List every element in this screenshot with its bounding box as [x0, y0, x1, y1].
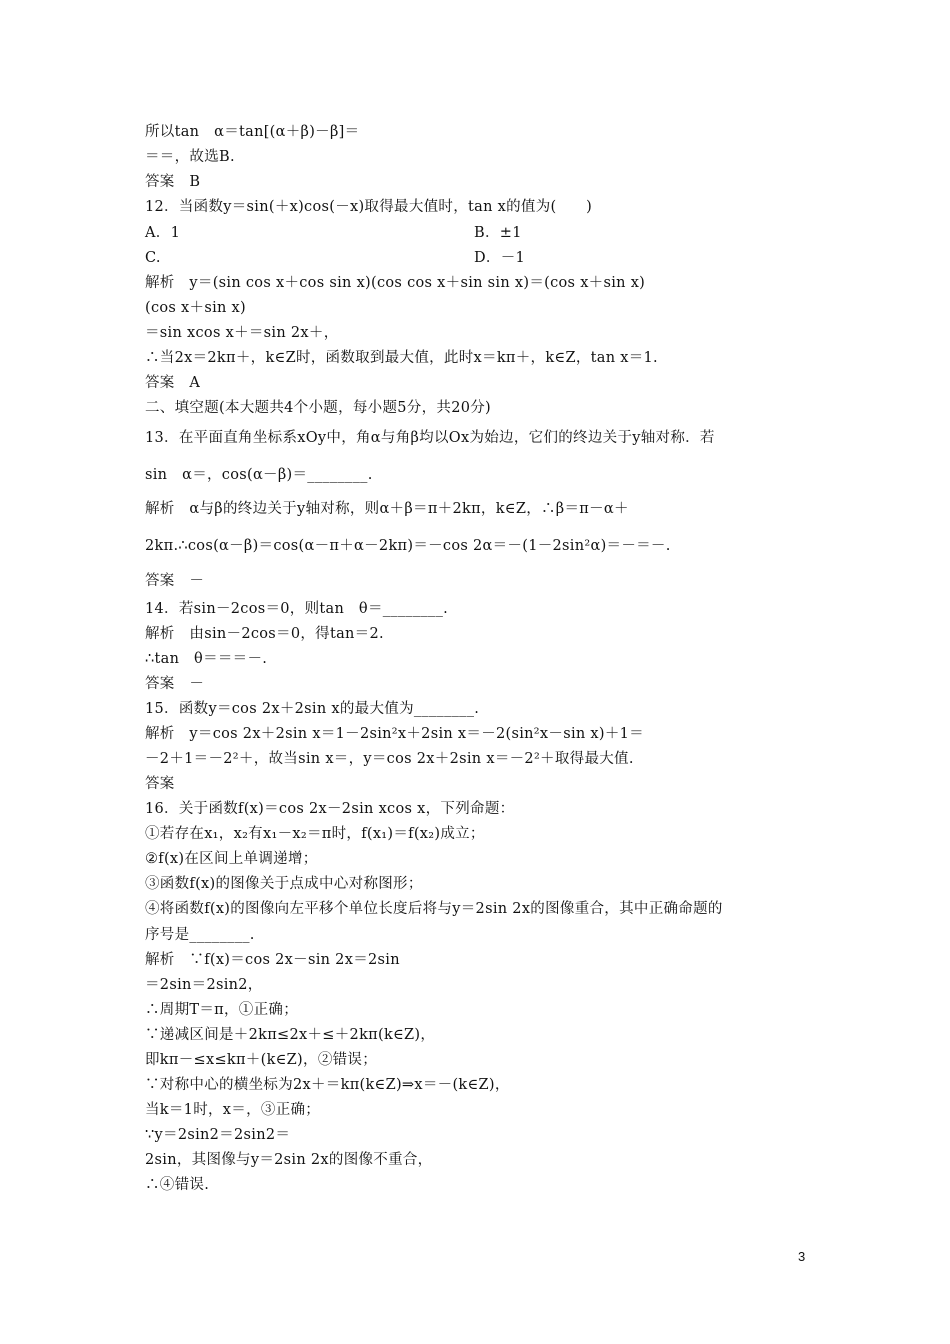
- section-heading: 二、填空题(本大题共4个小题，每小题5分，共20分): [145, 400, 492, 416]
- text-line: ＝＝，故选B.: [145, 149, 235, 165]
- page-number: 3: [798, 1249, 806, 1264]
- text-line: 当k＝1时，x＝，③正确；: [145, 1102, 321, 1118]
- option-c: C.: [145, 250, 161, 266]
- text-line: 即kπ－≤x≤kπ＋(k∈Z)，②错误；: [145, 1052, 378, 1068]
- text-line: 答案 A: [145, 375, 201, 391]
- text-line: ∵y＝2sin2＝2sin2＝: [145, 1127, 291, 1143]
- text-line: 解析 y＝cos 2x＋2sin x＝1－2sin²x＋2sin x＝－2(sin²x－sin x)＋1＝: [145, 726, 644, 742]
- text-line: 答案 －: [145, 676, 205, 692]
- text-line: ∵递减区间是＋2kπ≤2x＋≤＋2kπ(k∈Z)，: [145, 1027, 436, 1043]
- text-line: ①若存在x₁，x₂有x₁－x₂＝π时，f(x₁)＝f(x₂)成立；: [145, 826, 485, 842]
- question-12: 12．当函数y＝sin(＋x)cos(－x)取得最大值时，tan x的值为( ): [145, 199, 593, 215]
- text-line: ∴当2x＝2kπ＋，k∈Z时，函数取到最大值，此时x＝kπ＋，k∈Z，tan x＝1.: [145, 350, 658, 366]
- text-line: ②f(x)在区间上单调递增；: [145, 851, 318, 867]
- text-line: 解析 y＝(sin cos x＋cos sin x)(cos cos x＋sin sin x)＝(cos x＋sin x): [145, 275, 646, 291]
- text-line: ∴④错误.: [145, 1177, 210, 1193]
- text-line: ＝2sin＝2sin2，: [145, 977, 263, 993]
- text-line: 解析 由sin－2cos＝0，得tan＝2.: [145, 626, 384, 642]
- text-line: ④将函数f(x)的图像向左平移个单位长度后将与y＝2sin 2x的图像重合，其中正确命题的: [145, 901, 723, 917]
- text-line: 序号是________.: [145, 927, 255, 943]
- question-14: 14．若sin－2cos＝0，则tan θ＝________.: [145, 601, 449, 617]
- text-line: ＝sin xcos x＋＝sin 2x＋，: [145, 325, 339, 341]
- text-line: 答案 B: [145, 174, 201, 190]
- text-line: 2sin，其图像与y＝2sin 2x的图像不重合，: [145, 1152, 433, 1168]
- option-a: A．1: [145, 225, 181, 241]
- option-d: D．－1: [474, 250, 526, 266]
- question-15: 15．函数y＝cos 2x＋2sin x的最大值为________.: [145, 701, 480, 717]
- text-line: ∵对称中心的横坐标为2x＋＝kπ(k∈Z)⇒x＝－(k∈Z)，: [145, 1077, 510, 1093]
- text-line: 2kπ.∴cos(α－β)＝cos(α－π＋α－2kπ)＝－cos 2α＝－(1－2sin²α)＝－＝－.: [145, 538, 671, 554]
- text-line: 解析 ∵f(x)＝cos 2x－sin 2x＝2sin: [145, 952, 400, 968]
- text-line: ∴tan θ＝＝＝－.: [145, 651, 268, 667]
- text-line: －2＋1＝－2²＋，故当sin x＝，y＝cos 2x＋2sin x＝－2²＋取得最大值.: [145, 751, 634, 767]
- text-line: ∴周期T＝π，①正确；: [145, 1002, 299, 1018]
- question-16: 16．关于函数f(x)＝cos 2x－2sin xcos x，下列命题：: [145, 801, 515, 817]
- text-line: 所以tan α＝tan[(α＋β)－β]＝: [145, 124, 360, 140]
- question-13: 13．在平面直角坐标系xOy中，角α与角β均以Ox为始边，它们的终边关于y轴对称．若: [145, 430, 715, 446]
- text-line: 解析 α与β的终边关于y轴对称，则α＋β＝π＋2kπ，k∈Z，∴β＝π－α＋: [145, 501, 629, 517]
- text-line: sin α＝，cos(α－β)＝________.: [145, 467, 373, 483]
- option-b: B．±1: [474, 225, 522, 241]
- text-line: (cos x＋sin x): [145, 300, 246, 316]
- text-line: 答案: [145, 776, 175, 792]
- text-line: 答案 －: [145, 573, 205, 589]
- text-line: ③函数f(x)的图像关于点成中心对称图形；: [145, 876, 423, 892]
